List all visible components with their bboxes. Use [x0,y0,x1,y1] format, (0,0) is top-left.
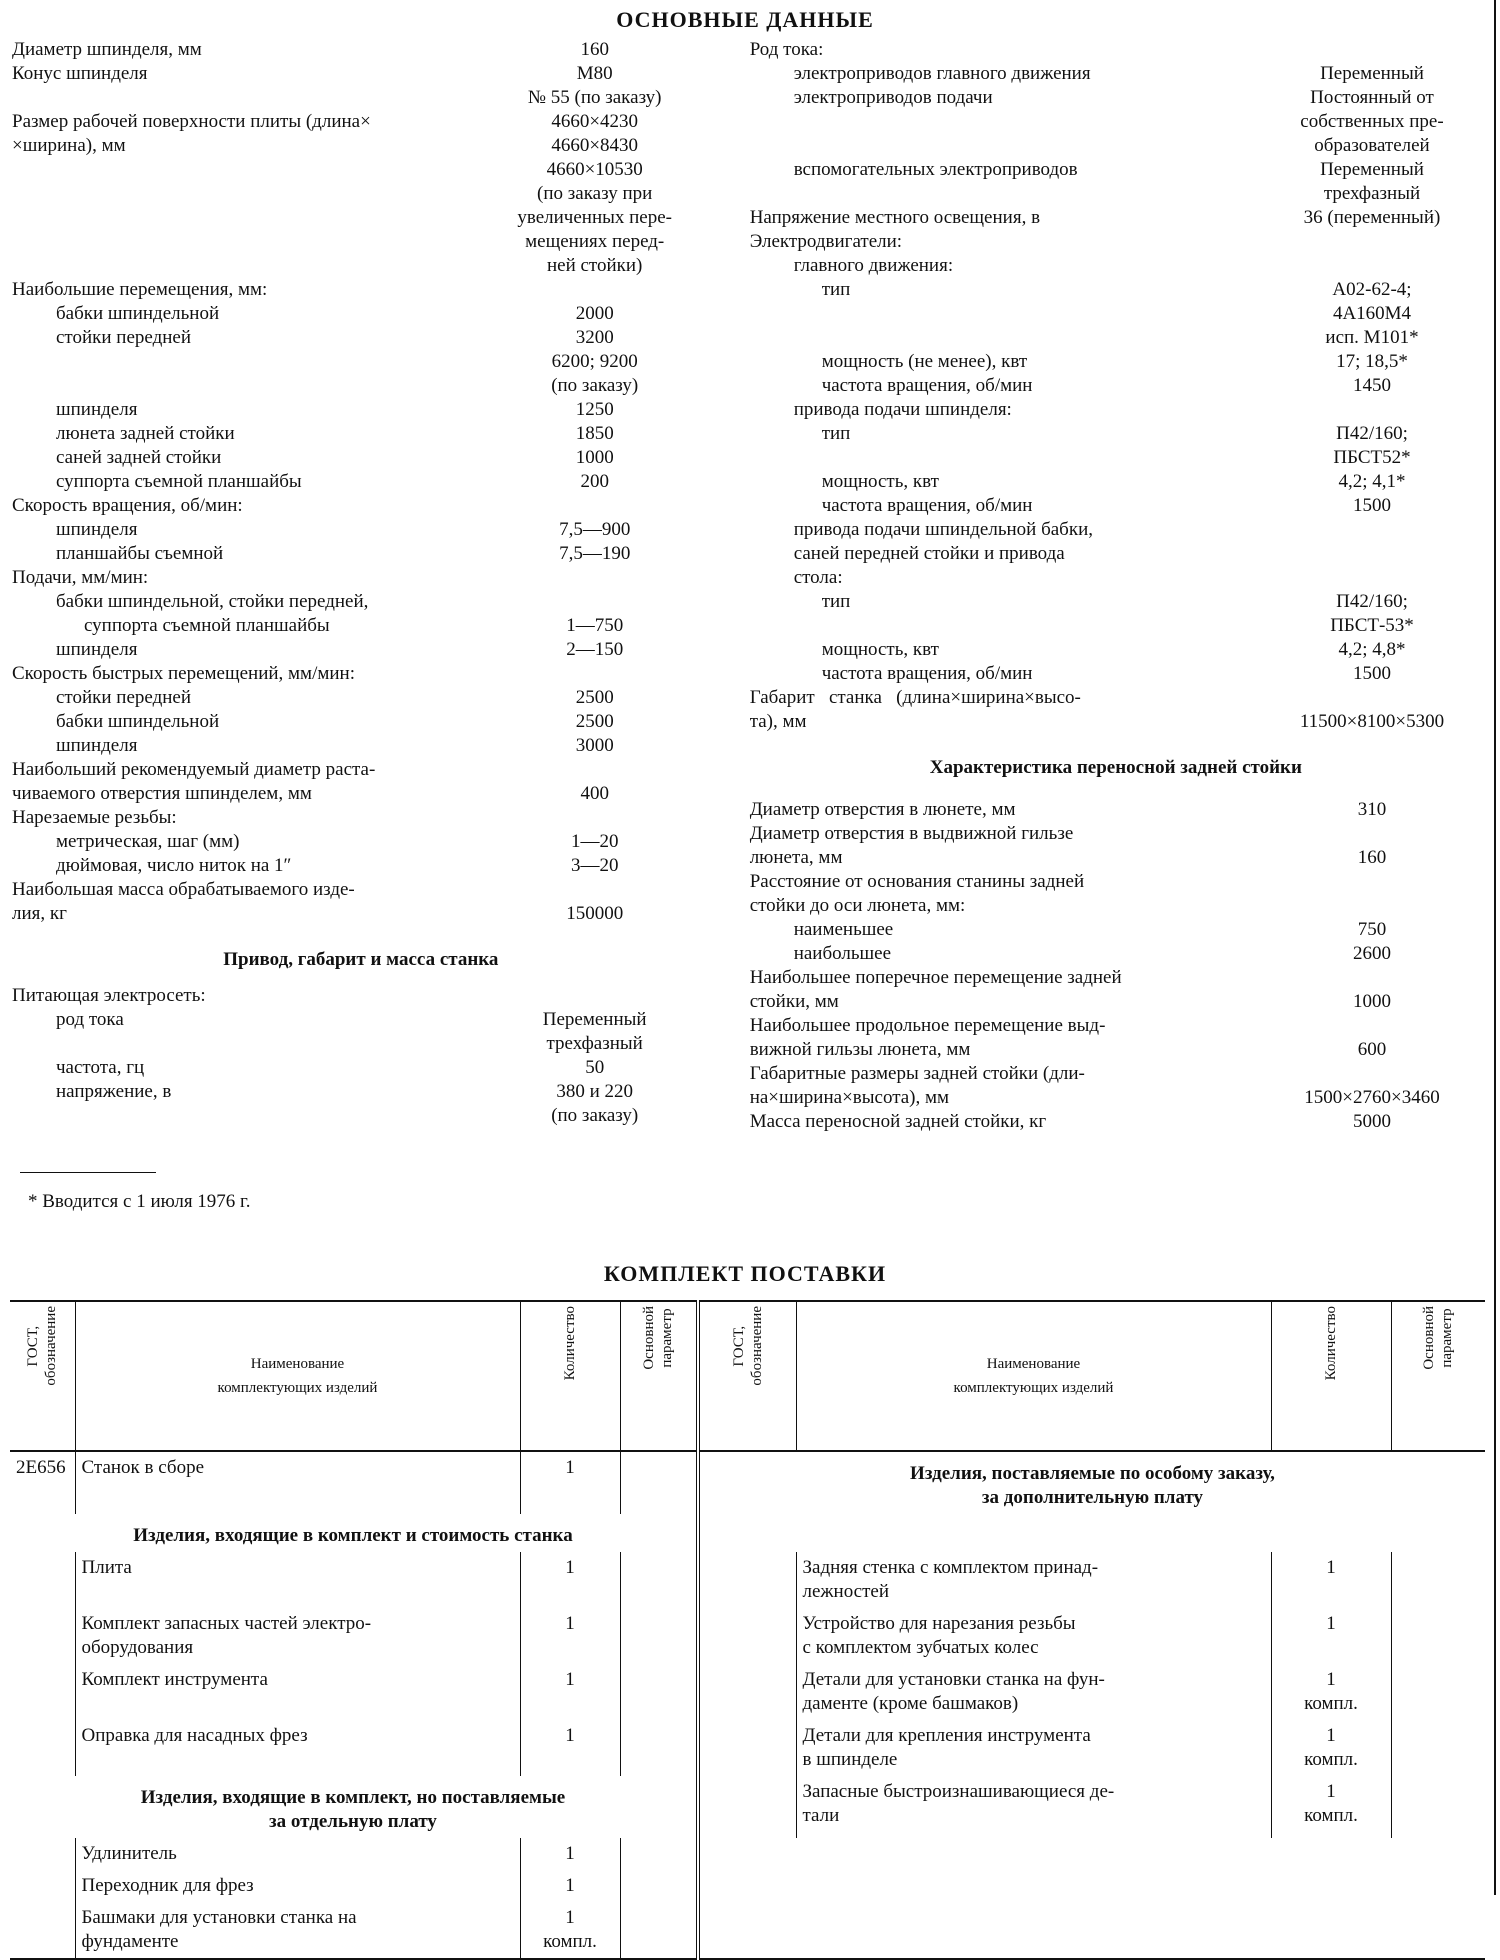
spec-label: Подачи, мм/мин: [12,567,149,588]
spec-row [12,38,710,62]
empty-cell [1391,1838,1485,1870]
empty-cell [1391,1902,1485,1959]
empty-cell [1271,1902,1391,1959]
spec-label: Электродвигатели: [749,231,903,252]
spec-value: 7,5—190 [559,543,631,564]
spec-value: 1500 [1353,663,1391,684]
gost-cell [698,1552,796,1608]
spec-row [750,470,1482,494]
header-gost-2: ГОСТ, обозначение [698,1301,796,1451]
header-qty-2: Количество [1271,1301,1391,1451]
spec-label: суппорта съемной планшайбы [56,471,302,492]
spec-label: бабки шпиндельной [56,711,220,732]
param-cell [620,1664,698,1720]
spec-value: 1—750 [566,615,624,636]
spec-row [750,662,1482,686]
spec-label: планшайбы съемной [56,543,224,564]
spec-label: суппорта съемной планшайбы [84,615,330,636]
gost-cell [10,1902,75,1959]
spec-row [12,734,710,758]
item-name: Запасные быстроизнашивающиеся де- тали [796,1776,1271,1838]
spec-value: 4660×4230 4660×8430 4660×10530 (по заказу при увеличенных пере- мещениях перед- ней стойки) [517,111,673,276]
spec-label: электроприводов главного движения [793,63,1091,84]
spec-row [12,590,710,614]
kit-title: КОМПЛЕКТ ПОСТАВКИ [603,1261,887,1286]
gost-cell [698,1664,796,1720]
header-param-2: Основной параметр [1391,1301,1485,1451]
spec-label: люнета задней стойки [56,423,235,444]
spec-label: привода подачи шпиндельной бабки, саней передней стойки и привода стола: [793,519,1093,588]
spec-row [12,446,710,470]
param-cell [1391,1608,1485,1664]
spec-row [12,1080,710,1128]
spec-label: Диаметр отверстия в люнете, мм [749,799,1016,820]
spec-row [12,110,710,278]
spec-label: бабки шпиндельной, стойки передней, [56,591,369,612]
spec-value: 600 [1357,1039,1387,1060]
spec-label: стойки передней [56,327,192,348]
item-qty: 1 [520,1552,620,1608]
spec-value: 400 [580,783,609,804]
page-title: ОСНОВНЫЕ ДАННЫЕ [616,7,874,32]
spec-row [12,710,710,734]
spec-row [750,38,1482,62]
spec-value: 1850 [575,423,614,444]
rear-stand-spec-list [750,798,1482,1134]
spec-value: А02-62-4; 4А160М4 исп. М101* [1325,279,1419,348]
spec-row [12,302,710,326]
drive-spec-list [12,984,710,1128]
spec-row [750,1110,1482,1134]
spec-label: род тока [56,1009,124,1030]
spec-row [12,398,710,422]
spec-value: 4,2; 4,1* [1338,471,1406,492]
spec-row [750,350,1482,374]
spec-value: 160 [580,39,609,60]
spec-value: П42/160; ПБСТ-53* [1330,591,1414,636]
param-cell [620,1838,698,1870]
spec-value: Переменный трехфазный [542,1009,647,1054]
gost-cell [698,1720,796,1776]
spec-label: шпинделя [56,639,138,660]
item-name: Детали для установки станка на фун- даменте (кроме башмаков) [796,1664,1271,1720]
gost-cell [10,1552,75,1608]
empty-cell [1271,1870,1391,1902]
spec-row [750,62,1482,86]
param-cell [620,1720,698,1776]
spec-value: 3000 [575,735,614,756]
spec-value: 1500×2760×3460 [1304,1087,1440,1108]
item-name: Плита [75,1552,520,1608]
spec-label: наибольшее [793,943,892,964]
spec-label: Масса переносной задней стойки, кг [749,1111,1047,1132]
spec-label: шпинделя [56,399,138,420]
spec-row [12,854,710,878]
spec-label: частота вращения, об/мин [821,495,1033,516]
item-name: Комплект инструмента [75,1664,520,1720]
empty-cell [796,1514,1271,1552]
param-cell [1391,1720,1485,1776]
spec-value: 50 [585,1057,605,1078]
param-cell [620,1608,698,1664]
spec-row [12,830,710,854]
spec-row [12,278,710,302]
spec-row [750,374,1482,398]
spec-label: частота, гц [56,1057,145,1078]
spec-value: 750 [1357,919,1387,940]
item-name: Башмаки для установки станка на фундаменте [75,1902,520,1959]
gost-cell [698,1608,796,1664]
spec-row [12,422,710,446]
empty-cell [698,1870,796,1902]
footnote-rule [20,1172,156,1173]
spec-value: П42/160; ПБСТ52* [1333,423,1411,468]
spec-value: 4,2; 4,8* [1338,639,1406,660]
item-qty: 1 [1271,1552,1391,1608]
spec-row [12,1008,710,1056]
spec-row [12,326,710,398]
spec-label: Нарезаемые резьбы: [12,807,177,828]
rear-stand-section-title: Характеристика переносной задней стойки [929,757,1302,778]
param-cell [620,1552,698,1608]
spec-value: 3200 6200; 9200 (по заказу) [551,327,639,396]
item-qty: 1 [520,1664,620,1720]
spec-value: Постоянный от собственных пре- образователей [1300,87,1444,156]
spec-row [12,614,710,638]
spec-label: Конус шпинделя [12,63,148,84]
spec-label: Габарит станка (длина×ширина×высо- та), мм [749,687,1081,732]
spec-row [12,62,710,110]
spec-row [12,518,710,542]
spec-label: бабки шпиндельной [56,303,220,324]
spec-row [12,566,710,590]
spec-label: тип [821,279,851,300]
spec-value: 5000 [1353,1111,1391,1132]
empty-cell [796,1870,1271,1902]
spec-value: 2600 [1353,943,1391,964]
spec-label: Наибольший рекомендуемый диаметр раста- чиваемого отверстия шпинделем, мм [12,759,376,804]
spec-value: Переменный трехфазный [1320,159,1424,204]
spec-value: 11500×8100×5300 [1299,711,1445,732]
item-name: Задняя стенка с комплектом принад- лежностей [796,1552,1271,1608]
spec-label: метрическая, шаг (мм) [56,831,240,852]
empty-cell [698,1902,796,1959]
gost-cell: 2Е656 [16,1457,66,1478]
spec-row [750,278,1482,350]
spec-value: 3—20 [570,855,619,876]
spec-label: Габаритные размеры задней стойки (дли- на×ширина×высота), мм [749,1063,1085,1108]
spec-value: 1000 [1353,991,1391,1012]
table-row [10,1664,1485,1720]
spec-label: шпинделя [56,519,138,540]
table-row [10,1720,1485,1776]
kit-header-row [10,1301,1485,1451]
spec-row [750,942,1482,966]
kit-table [10,1300,1485,1960]
spec-label: Напряжение местного освещения, в [749,207,1041,228]
spec-row [750,398,1482,422]
spec-row [750,158,1482,206]
spec-label: главного движения: [793,255,954,276]
item-qty: 1 компл. [1271,1720,1391,1776]
item-qty: 1 [520,1870,620,1902]
drive-section-title: Привод, габарит и масса станка [223,949,499,970]
table-row [10,1838,1485,1870]
spec-row [750,86,1482,158]
spec-value: М80 № 55 (по заказу) [527,63,662,108]
spec-label: частота вращения, об/мин [821,663,1033,684]
spec-label: Расстояние от основания станины задней стойки до оси люнета, мм: [749,871,1085,916]
item-name: Оправка для насадных фрез [75,1720,520,1776]
param-cell [620,1870,698,1902]
spec-row [750,918,1482,942]
spec-value: 7,5—900 [559,519,631,540]
spec-label: Род тока: [749,39,824,60]
spec-label: Скорость быстрых перемещений, мм/мин: [12,663,356,684]
spec-label: тип [821,423,851,444]
spec-row [750,870,1482,918]
empty-cell [1391,1514,1485,1552]
spec-label: саней задней стойки [56,447,222,468]
spec-row [12,686,710,710]
table-row [10,1552,1485,1608]
section-heading: Изделия, входящие в комплект и стоимость станка [133,1525,573,1546]
spec-label: наименьшее [793,919,894,940]
spec-value: 2—150 [566,639,624,660]
kit-table-body [10,1451,1485,1959]
empty-cell [698,1838,796,1870]
spec-label: частота вращения, об/мин [821,375,1033,396]
item-name: Комплект запасных частей электро- оборудования [75,1608,520,1664]
spec-row [750,1062,1482,1110]
empty-cell [796,1838,1271,1870]
spec-label: Питающая электросеть: [12,985,206,1006]
spec-row [750,254,1482,278]
spec-row [12,1056,710,1080]
empty-cell [1391,1870,1485,1902]
spec-row [750,206,1482,230]
spec-value: 2500 [575,687,614,708]
param-cell [1391,1664,1485,1720]
item-name: Детали для крепления инструмента в шпинделе [796,1720,1271,1776]
footnote: * Вводится с 1 июля 1976 г. [28,1191,251,1212]
spec-value: 160 [1357,847,1387,868]
spec-label: стойки передней [56,687,192,708]
spec-row [12,878,710,926]
header-name: Наименование комплектующих изделий [75,1301,520,1451]
spec-label: Размер рабочей поверхности плиты (длина× ×ширина), мм [12,111,371,156]
param-cell [1391,1552,1485,1608]
spec-value: 310 [1357,799,1387,820]
gost-cell [10,1838,75,1870]
spec-row [12,638,710,662]
param-cell [620,1451,698,1514]
spec-value: 17; 18,5* [1336,351,1408,372]
spec-value: 1250 [575,399,614,420]
spec-value: 36 (переменный) [1303,207,1441,228]
spec-row [12,984,710,1008]
spec-value: 2000 [575,303,614,324]
spec-row [750,518,1482,590]
left-column [12,38,710,1134]
item-qty: 1 [520,1608,620,1664]
empty-cell [1271,1514,1391,1552]
spec-value: 1000 [575,447,614,468]
spec-label: мощность, квт [821,471,939,492]
item-qty: 1 компл. [520,1902,620,1959]
table-row [10,1776,1485,1838]
item-name: Переходник для фрез [75,1870,520,1902]
spec-row [750,590,1482,638]
item-name: Станок в сборе [75,1451,520,1514]
spec-row [750,422,1482,470]
spec-row [750,1014,1482,1062]
spec-label: дюймовая, число ниток на 1″ [56,855,292,876]
spec-label: Скорость вращения, об/мин: [12,495,243,516]
empty-cell [698,1514,796,1552]
spec-value: 150000 [566,903,624,924]
param-cell [620,1902,698,1959]
item-qty: 1 компл. [1271,1664,1391,1720]
spec-label: Диаметр шпинделя, мм [12,39,202,60]
gost-cell [10,1608,75,1664]
gost-cell [10,1870,75,1902]
spec-label: вспомогательных электроприводов [793,159,1078,180]
right-spec-list [750,38,1482,734]
table-row [10,1514,1485,1552]
page-border [1494,0,1496,1895]
spec-value: 200 [580,471,609,492]
spec-label: шпинделя [56,735,138,756]
spec-row [12,494,710,518]
spec-label: привода подачи шпинделя: [793,399,1012,420]
spec-label: электроприводов подачи [793,87,993,108]
spec-label: тип [821,591,851,612]
spec-value: 1—20 [570,831,619,852]
spec-label: мощность, квт [821,639,939,660]
header-param: Основной параметр [620,1301,698,1451]
gost-cell [10,1664,75,1720]
item-name: Устройство для нарезания резьбы с комплектом зубчатых колес [796,1608,1271,1664]
table-row [10,1451,1485,1514]
right-column [750,38,1482,1134]
spec-label: напряжение, в [56,1081,172,1102]
header-name-2: Наименование комплектующих изделий [796,1301,1271,1451]
table-row [10,1870,1485,1902]
table-row [10,1608,1485,1664]
main-data-columns [12,38,1482,1134]
item-qty: 1 [520,1451,620,1514]
spec-value: 380 и 220 (по заказу) [551,1081,639,1126]
empty-cell [1271,1838,1391,1870]
spec-row [12,542,710,566]
item-qty: 1 [520,1720,620,1776]
empty-cell [796,1902,1271,1959]
spec-row [750,966,1482,1014]
spec-row [750,494,1482,518]
spec-label: мощность (не менее), квт [821,351,1028,372]
spec-value: 2500 [575,711,614,732]
gost-cell [698,1776,796,1838]
header-qty: Количество [520,1301,620,1451]
spec-label: Наибольшая масса обрабатываемого изде- лия, кг [12,879,355,924]
spec-value: 1500 [1353,495,1391,516]
spec-row [750,686,1482,734]
section-heading: Изделия, поставляемые по особому заказу, за дополнительную плату [698,1451,1485,1514]
header-gost: ГОСТ, обозначение [10,1301,75,1451]
spec-label: Наибольшие перемещения, мм: [12,279,268,300]
item-qty: 1 [520,1838,620,1870]
spec-row [750,798,1482,822]
spec-row [750,822,1482,870]
spec-label: Наибольшее поперечное перемещение задней стойки, мм [749,967,1122,1012]
item-qty: 1 [1271,1608,1391,1664]
spec-value: 1450 [1353,375,1391,396]
spec-row [12,662,710,686]
spec-value: Переменный [1320,63,1424,84]
spec-row [12,806,710,830]
spec-row [12,758,710,806]
item-name: Удлинитель [75,1838,520,1870]
left-spec-list [12,38,710,926]
section-heading: Изделия, входящие в комплект, но поставляемые за отдельную плату [140,1787,566,1832]
spec-row [750,230,1482,254]
spec-row [750,638,1482,662]
spec-row [12,470,710,494]
item-qty: 1 компл. [1271,1776,1391,1838]
table-row [10,1902,1485,1959]
spec-label: Диаметр отверстия в выдвижной гильзе люнета, мм [749,823,1074,868]
param-cell [1391,1776,1485,1838]
spec-label: Наибольшее продольное перемещение выд- вижной гильзы люнета, мм [749,1015,1106,1060]
gost-cell [10,1720,75,1776]
